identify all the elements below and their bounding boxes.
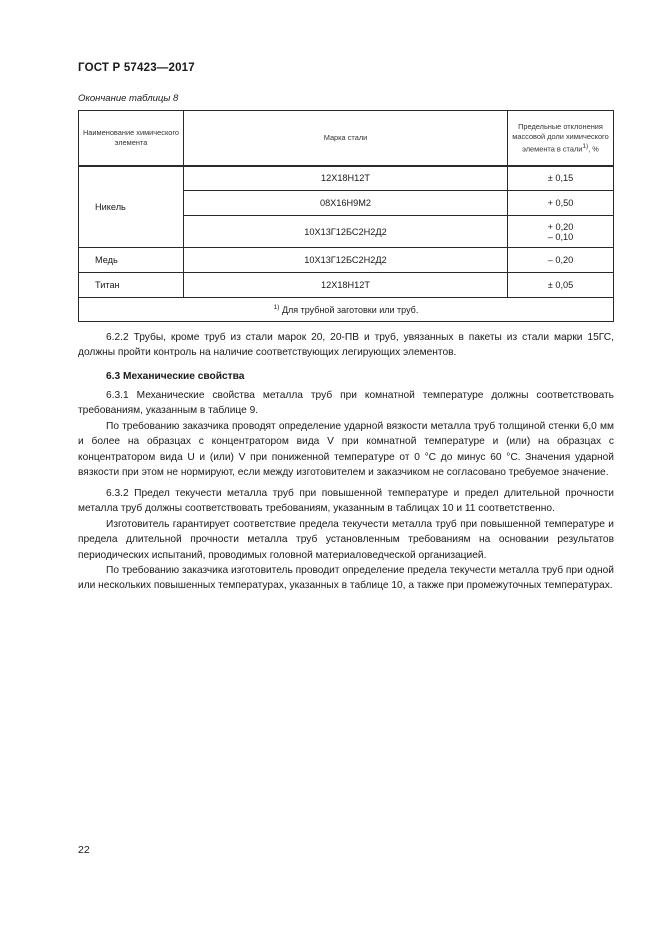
page-number: 22 bbox=[78, 844, 90, 856]
deviation-cell: ± 0,15 bbox=[508, 166, 614, 191]
table-row bbox=[79, 166, 614, 191]
document-header: ГОСТ Р 57423—2017 bbox=[78, 62, 195, 74]
deviation-cell bbox=[508, 216, 614, 248]
steel-cell: 10Х13Г12БС2Н2Д2 bbox=[184, 216, 508, 248]
footnote-text: Для трубной заготовки или труб. bbox=[279, 305, 419, 315]
steel-cell: 12Х18Н12Т bbox=[184, 166, 508, 191]
header-element: Наименование химического элемента bbox=[79, 111, 184, 166]
paragraph-6-2-2: 6.2.2 Трубы, кроме труб из стали марок 20, 20-ПВ и труб, увязанных в пакеты из стали марки 15ГС, должны пройти контроль на наличие соответствующих легирующих элементов. bbox=[78, 332, 614, 359]
deviation-cell: – 0,20 bbox=[508, 248, 614, 273]
steel-cell: 08Х16Н9М2 bbox=[184, 191, 508, 216]
paragraph-customer-request: По требованию заказчика изготовитель проводит определение предела текучести металла труб при одной или нескольких повышенных температурах, указанных в таблице 10, а также при промежуточных температурах. bbox=[78, 565, 614, 592]
chemical-deviation-table bbox=[78, 110, 614, 322]
header-steel: Марка стали bbox=[184, 111, 508, 166]
steel-cell: 10Х13Г12БС2Н2Д2 bbox=[184, 248, 508, 273]
element-titanium: Титан bbox=[79, 273, 184, 298]
table-caption: Окончание таблицы 8 bbox=[78, 93, 179, 104]
header-footnote-mark: 1) bbox=[582, 142, 589, 150]
footnote-mark: 1) bbox=[273, 304, 280, 311]
header-deviation-text: Предельные отклонения массовой доли химического элемента в стали bbox=[512, 121, 609, 153]
deviation-cell: + 0,50 bbox=[508, 191, 614, 216]
paragraph-manufacturer-guarantee: Изготовитель гарантирует соответствие предела текучести металла труб при повышенной температуре и предела длительной прочности металла труб установленным требованиям на основании результатов периодических испытаний, проводимых головной материаловедческой организацией. bbox=[78, 519, 614, 561]
deviation-plus: + 0,20 bbox=[547, 221, 574, 232]
element-copper: Медь bbox=[79, 248, 184, 273]
table-footnote-row bbox=[79, 298, 614, 322]
section-heading-6-3: 6.3 Механические свойства bbox=[106, 371, 245, 382]
deviation-cell: ± 0,05 bbox=[508, 273, 614, 298]
steel-cell: 12Х18Н12Т bbox=[184, 273, 508, 298]
table-header-row bbox=[79, 111, 614, 166]
paragraph-6-3-2: 6.3.2 Предел текучести металла труб при повышенной температуре и предел длительной прочности металла труб должны соответствовать требованиям, указанным в таблицах 10 и 11 соответственно. bbox=[78, 488, 614, 515]
header-deviation-unit: , % bbox=[588, 143, 599, 153]
deviation-minus: – 0,10 bbox=[547, 231, 574, 242]
table-row bbox=[79, 248, 614, 273]
header-deviation bbox=[508, 111, 614, 166]
paragraph-6-3-1: 6.3.1 Механические свойства металла труб при комнатной температуре должны соответствовать требованиям, указанным в таблице 9. bbox=[78, 390, 614, 417]
table-row bbox=[79, 273, 614, 298]
element-nickel: Никель bbox=[79, 166, 184, 248]
table-footnote bbox=[79, 298, 614, 322]
paragraph-impact-strength: По требованию заказчика проводят определение ударной вязкости металла труб толщиной стенки 6,0 мм и более на образцах с концентратором вида V при комнатной температуре и (или) на образцах с концентратором вида U и (или) V при пониженной температуре от 0 °С до минус 60 °С. Значения ударной вязкости при этом не нормируют, если между изготовителем и заказчиком не согласовано требуемое значение. bbox=[78, 421, 614, 479]
